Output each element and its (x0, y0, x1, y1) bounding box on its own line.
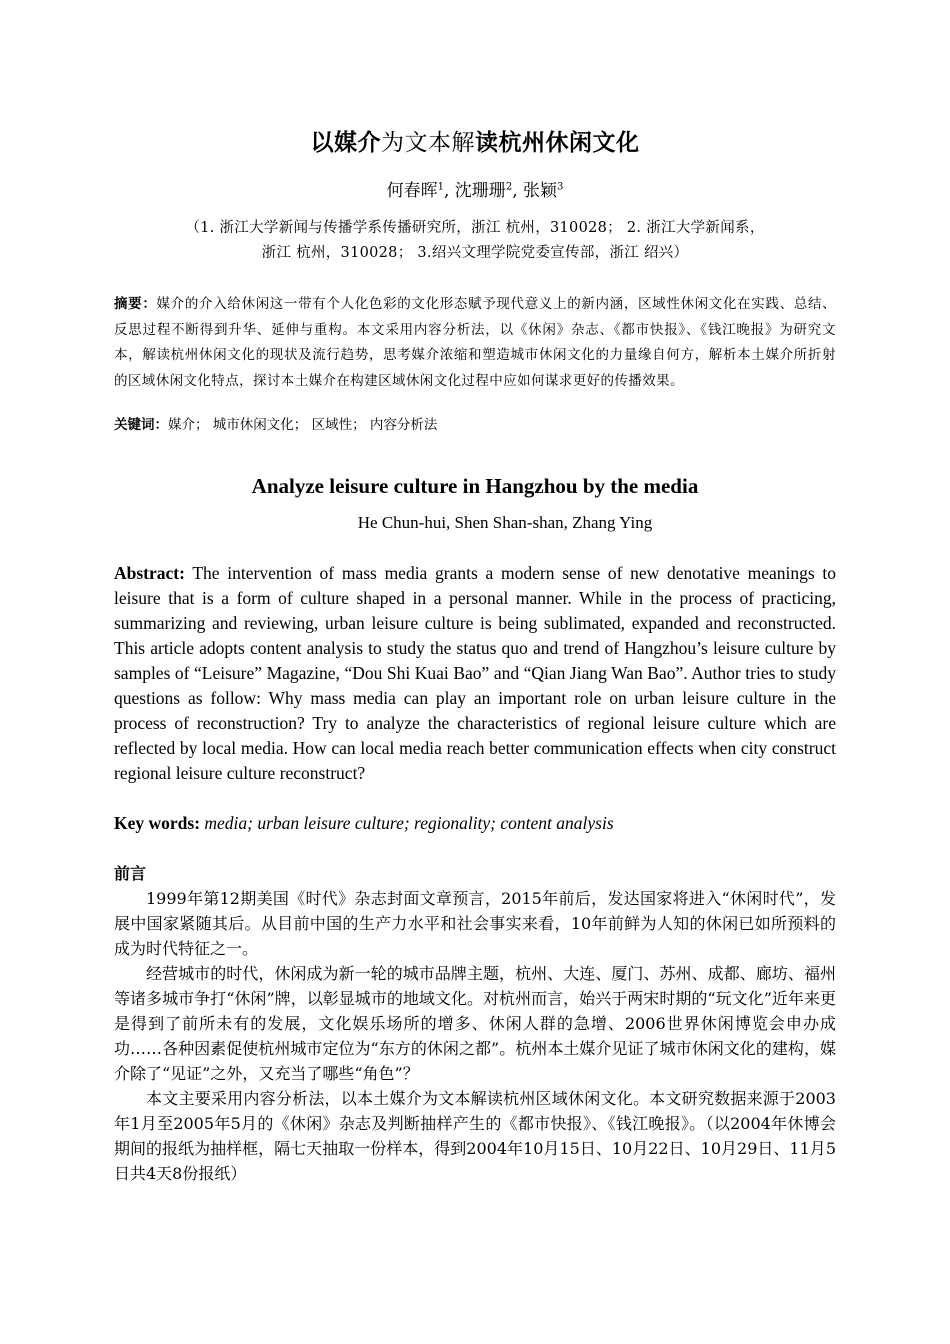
title-cn-part3: 读杭州休闲文化 (475, 129, 640, 156)
abstract-english (114, 561, 836, 786)
author-2-sup: 2 (505, 181, 513, 193)
abstract-cn-label: 摘要： (114, 296, 157, 312)
section-body (114, 886, 836, 1186)
author-3-sup: 3 (557, 181, 564, 193)
affiliation-line-1: （1. 浙江大学新闻与传播学系传播研究所，浙江 杭州，310028； 2. 浙江大学新闻系， (185, 220, 765, 236)
paragraph: 本文主要采用内容分析法，以本土媒介为文本解读杭州区域休闲文化。本文研究数据来源于2003年1月至2005年5月的《休闲》杂志及判断抽样产生的《都市快报》、《钱江晚报》。（以2004年休博会期间的报纸为抽样框，隔七天抽取一份样本，得到2004年10月15日、10月22日、10月29日、11月5日共4天8份报纸） (114, 1089, 836, 1183)
abstract-cn-text: 媒介的介入给休闲这一带有个人化色彩的文化形态赋予现代意义上的新内涵，区域性休闲文化在实践、总结、反思过程不断得到升华、延伸与重构。本文采用内容分析法，以《休闲》杂志、《都市快报》、《钱江晚报》为研究文本，解读杭州休闲文化的现状及流行趋势，思考媒介浓缩和塑造城市休闲文化的力量缘自何方，解析本土媒介所折射的区域休闲文化特点，探讨本土媒介在构建区域休闲文化过程中应如何谋求更好的传播效果。 (114, 296, 837, 389)
author-2: , 沈珊珊 (444, 181, 506, 201)
authors-chinese (114, 176, 836, 201)
title-english: Analyze leisure culture in Hangzhou by the media (251, 474, 699, 498)
keywords-en-label: Key words: (114, 813, 201, 833)
title-cn-part2: 为文本解 (381, 130, 475, 156)
section-title: 前言 (114, 864, 147, 883)
keywords-cn-label: 关键词： (114, 417, 168, 433)
keywords-chinese (114, 413, 836, 438)
keywords-cn-text: 媒介； 城市休闲文化； 区域性； 内容分析法 (168, 417, 438, 433)
abstract-en-text: The intervention of mass media grants a modern sense of new denotative meanings to leisure that is a form of culture shaped in a personal manner. While in the process of practicing, summarizing and reviewing, urban leisure culture is being sublimated, expanded and reconstructed. This article adopts content analysis to study the status quo and trend of Hangzhou’s leisure culture by samples of “Leisure” Magazine, “Dou Shi Kuai Bao” and “Qian Jiang Wan Bao”. Author tries to study questions as follow: Why mass media can play an important role on urban leisure culture in the process of reconstruction? Try to analyze the characteristics of regional leisure culture which are reflected by local media. How can local media reach better communication effects when city construct regional leisure culture reconstruct? (114, 563, 836, 783)
title-chinese (114, 124, 836, 157)
paragraph: 经营城市的时代，休闲成为新一轮的城市品牌主题，杭州、大连、厦门、苏州、成都、廊坊、福州等诸多城市争打“休闲”牌，以彰显城市的地域文化。对杭州而言，始兴于两宋时期的“玩文化”近年来更是得到了前所未有的发展，文化娱乐场所的增多、休闲人群的急增、2006世界休闲博览会申办成功……各种因素促使杭州城市定位为“东方的休闲之都”。杭州本土媒介见证了城市休闲文化的建构，媒介除了“见证”之外，又充当了哪些“角色”？ (114, 964, 836, 1083)
paragraph: 1999年第12期美国《时代》杂志封面文章预言，2015年前后，发达国家将进入“休闲时代”，发展中国家紧随其后。从目前中国的生产力水平和社会事实来看，10年前鲜为人知的休闲已如所预料的成为时代特征之一。 (114, 889, 836, 958)
affiliation-line-2: 浙江 杭州，310028； 3.绍兴文理学院党委宣传部，浙江 绍兴） (261, 245, 689, 261)
abstract-en-label: Abstract: (114, 563, 185, 583)
author-3: , 张颖 (512, 181, 557, 201)
author-1-sup: 1 (437, 181, 444, 193)
author-1: 何春晖 (386, 181, 438, 201)
keywords-en-text: media; urban leisure culture; regionality; content analysis (200, 813, 614, 833)
affiliations (114, 216, 836, 266)
authors-english: He Chun-hui, Shen Shan-shan, Zhang Ying (357, 513, 653, 532)
title-cn-part1: 以媒介 (310, 129, 381, 156)
keywords-english (114, 811, 836, 836)
abstract-chinese (114, 292, 836, 394)
